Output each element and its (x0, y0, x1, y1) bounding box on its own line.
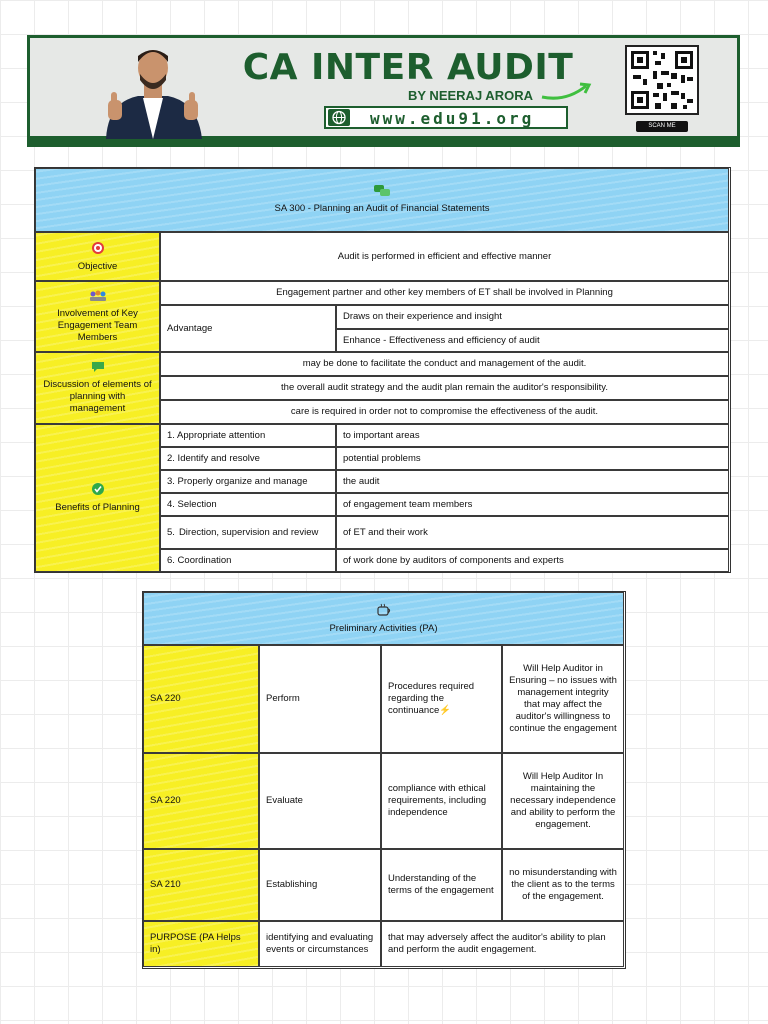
benefit-item-left: 1. Appropriate attention (167, 429, 266, 441)
discussion-row-text: the overall audit strategy and the audit plan remain the auditor's responsibility. (281, 382, 608, 393)
benefit-item (160, 470, 336, 493)
globe-icon (328, 109, 350, 126)
pa-help-cell (502, 645, 624, 753)
chat-bubbles-icon (374, 185, 390, 197)
benefits-label-cell (35, 424, 160, 572)
pa-help-cell (502, 849, 624, 921)
benefit-item-number: 5. (167, 526, 175, 538)
banner-title: CA INTER AUDIT (242, 47, 574, 88)
benefit-item-left: 2. Identify and resolve (167, 452, 260, 464)
objective-label: Objective (77, 260, 118, 272)
benefit-item-right: to important areas (343, 429, 420, 441)
benefit-item (336, 447, 729, 470)
pa-purpose-label: PURPOSE (PA Helps in) (150, 932, 241, 955)
website-url: www.edu91.org (370, 109, 535, 128)
advantage-item-text: Draws on their experience and insight (343, 311, 502, 322)
pa-action: Evaluate (266, 795, 303, 806)
pa-help: no misunderstanding with the client as to the terms of the engagement. (509, 867, 617, 902)
benefits-label: Benefits of Planning (55, 502, 140, 513)
discussion-row-text: care is required in order not to compromise the effectiveness of the audit. (290, 406, 599, 417)
discussion-row (160, 376, 729, 400)
objective-text-cell (160, 232, 729, 281)
pa-sa-ref: SA 220 (150, 795, 181, 806)
benefit-item (336, 470, 729, 493)
lightning-icon: ⚡ (439, 705, 452, 716)
pa-what (388, 681, 495, 717)
pa-purpose-identify-cell (259, 921, 381, 967)
discussion-row-text: may be done to facilitate the conduct and management of the audit. (302, 358, 587, 369)
benefit-item-left: Direction, supervision and review (178, 526, 319, 538)
check-badge-icon (91, 482, 105, 496)
target-icon (91, 241, 105, 255)
pa-purpose-identify: identifying and evaluating events or circumstances (266, 932, 374, 955)
coffee-cup-icon (376, 603, 392, 617)
pa-purpose-effect-cell (381, 921, 624, 967)
pa-what-cell (381, 753, 502, 849)
website-link[interactable] (324, 106, 568, 129)
benefit-item-right: of engagement team members (343, 498, 473, 510)
discussion-label-cell (35, 352, 160, 424)
pa-help: Will Help Auditor In maintaining the necessary independence and ability to perform the engagement. (510, 771, 616, 830)
advantage-item (336, 305, 729, 329)
pa-title-cell (143, 592, 624, 645)
advantage-item-text: Enhance - Effectiveness and efficiency of audit (343, 334, 540, 346)
pa-action: Establishing (266, 879, 318, 890)
benefit-item (160, 447, 336, 470)
advantage-label: Advantage (167, 322, 213, 334)
sa300-table (34, 167, 731, 573)
pa-what-cell (381, 645, 502, 753)
benefit-item (336, 516, 729, 549)
sa300-title-cell (35, 168, 729, 232)
pa-sa-cell (143, 849, 259, 921)
objective-text: Audit is performed in efficient and effective manner (337, 250, 552, 262)
pa-help-cell (502, 753, 624, 849)
discussion-label: Discussion of elements of planning with management (43, 379, 152, 414)
author-byline: BY NEERAJ ARORA (408, 88, 533, 103)
sa300-title: SA 300 - Planning an Audit of Financial Statements (274, 203, 490, 214)
benefit-item (160, 516, 336, 549)
benefit-item-right: of ET and their work (343, 526, 428, 538)
preliminary-activities-table (142, 591, 626, 969)
pa-what-cell (381, 849, 502, 921)
advantage-item (336, 329, 729, 352)
benefit-item-left: 3. Properly organize and manage (167, 475, 308, 487)
benefit-item-right: the audit (343, 475, 380, 487)
pa-sa-ref: SA 220 (150, 693, 181, 704)
arrow-swoosh-icon (540, 80, 592, 102)
benefit-item-left: 4. Selection (167, 498, 217, 510)
benefit-item-right: of work done by auditors of components and experts (343, 554, 564, 566)
benefit-item (336, 424, 729, 447)
involvement-label-cell (35, 281, 160, 352)
pa-title: Preliminary Activities (PA) (329, 622, 438, 634)
discussion-row (160, 400, 729, 424)
pa-action-cell (259, 849, 381, 921)
involvement-label: Involvement of Key Engagement Team Members (57, 307, 138, 343)
pa-what: compliance with ethical requirements, including independence (388, 783, 487, 818)
banner-underline (27, 139, 740, 147)
team-icon (89, 290, 107, 302)
involvement-main-cell (160, 281, 729, 305)
objective-label-cell (35, 232, 160, 281)
benefit-item (160, 424, 336, 447)
advantage-label-cell (160, 305, 336, 352)
presenter-photo (98, 40, 208, 139)
pa-purpose-label-cell (143, 921, 259, 967)
pa-action: Perform (266, 693, 300, 704)
pa-sa-cell (143, 753, 259, 849)
pa-purpose-effect: that may adversely affect the auditor's ability to plan and perform the audit engagement. (388, 932, 606, 955)
benefit-item (160, 493, 336, 516)
benefit-item (336, 493, 729, 516)
benefit-item-left: 6. Coordination (167, 554, 232, 566)
benefit-item-right: potential problems (343, 452, 421, 464)
pa-action-cell (259, 645, 381, 753)
scan-me-label: SCAN ME (636, 121, 688, 132)
pa-action-cell (259, 753, 381, 849)
pa-help: Will Help Auditor in Ensuring – no issues with management integrity that may affect the auditor's willingness to continue the engagement (509, 663, 617, 734)
pa-sa-ref: SA 210 (150, 879, 181, 890)
benefit-item (336, 549, 729, 572)
involvement-main: Engagement partner and other key members of ET shall be involved in Planning (276, 287, 613, 298)
qr-code-icon[interactable] (625, 45, 699, 115)
benefit-item (160, 549, 336, 572)
discussion-row (160, 352, 729, 376)
pa-sa-cell (143, 645, 259, 753)
pa-what: Understanding of the terms of the engagement (388, 873, 494, 896)
speech-icon (91, 361, 105, 373)
pa-what-text: Procedures required regarding the continuance (388, 681, 475, 716)
